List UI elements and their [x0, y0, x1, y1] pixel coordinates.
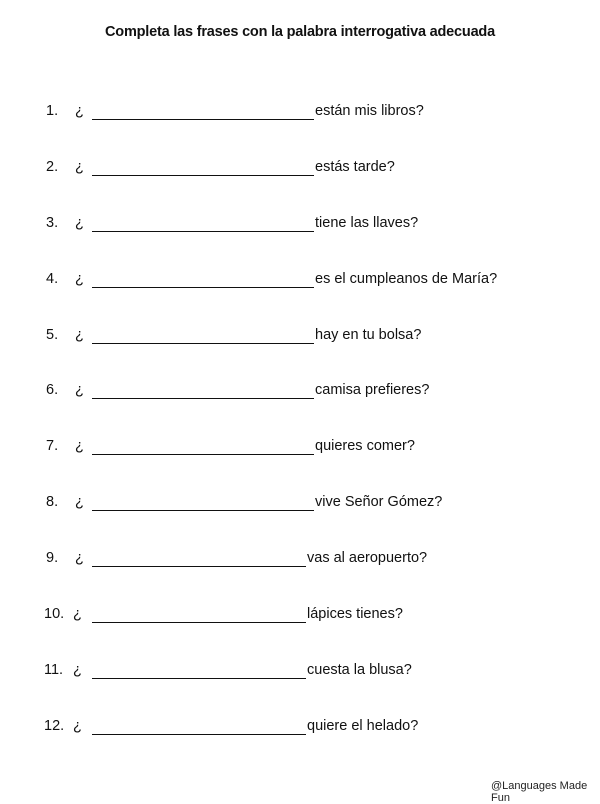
answer-blank[interactable]: [92, 119, 314, 120]
question-item: [0, 718, 600, 774]
inverted-question-mark: ¿: [75, 270, 84, 287]
question-text: lápices tienes?: [307, 606, 403, 623]
inverted-question-mark: ¿: [75, 158, 84, 175]
question-number: 5.: [46, 326, 59, 343]
answer-blank[interactable]: [92, 510, 314, 511]
answer-blank[interactable]: [92, 398, 314, 399]
answer-blank[interactable]: [92, 175, 314, 176]
inverted-question-mark: ¿: [75, 494, 84, 511]
answer-blank[interactable]: [92, 454, 314, 455]
question-number: 1.: [46, 103, 59, 119]
question-text: quiere el helado?: [307, 717, 419, 734]
question-number: 7.: [46, 438, 59, 455]
question-number: 12.: [44, 717, 65, 734]
question-item: [0, 382, 600, 438]
inverted-question-mark: ¿: [75, 550, 84, 567]
question-text: estás tarde?: [315, 158, 395, 175]
question-item: [0, 103, 600, 159]
question-item: [0, 215, 600, 271]
question-number: 6.: [46, 382, 59, 399]
question-item: [0, 662, 600, 718]
question-item: [0, 271, 600, 327]
answer-blank[interactable]: [92, 287, 314, 288]
question-number: 2.: [46, 158, 59, 175]
question-text: vive Señor Gómez?: [315, 494, 443, 511]
question-item: [0, 327, 600, 383]
answer-blank[interactable]: [92, 622, 306, 623]
answer-blank[interactable]: [92, 343, 314, 344]
question-item: [0, 438, 600, 494]
question-text: es el cumpleanos de María?: [315, 270, 498, 287]
inverted-question-mark: ¿: [75, 382, 84, 399]
inverted-question-mark: ¿: [75, 103, 84, 119]
worksheet-title: Completa las frases con la palabra interrogativa adecuada: [105, 24, 495, 40]
inverted-question-mark: ¿: [73, 717, 82, 734]
question-text: cuesta la blusa?: [307, 661, 412, 678]
question-number: 10.: [44, 606, 65, 623]
inverted-question-mark: ¿: [75, 326, 84, 343]
inverted-question-mark: ¿: [73, 606, 82, 623]
question-number: 11.: [44, 661, 64, 678]
answer-blank[interactable]: [92, 678, 306, 679]
question-number: 8.: [46, 494, 59, 511]
question-text: camisa prefieres?: [315, 382, 430, 399]
answer-blank[interactable]: [92, 231, 314, 232]
answer-blank[interactable]: [92, 566, 306, 567]
question-item: [0, 550, 600, 606]
copyright-footer: @Languages Made Fun: [491, 780, 588, 804]
question-text: hay en tu bolsa?: [315, 326, 422, 343]
question-text: quieres comer?: [315, 438, 415, 455]
question-number: 3.: [46, 214, 59, 231]
question-item: [0, 159, 600, 215]
question-list: [0, 103, 600, 774]
inverted-question-mark: ¿: [75, 214, 84, 231]
question-number: 9.: [46, 550, 59, 567]
inverted-question-mark: ¿: [73, 661, 82, 678]
question-text: están mis libros?: [315, 103, 424, 119]
question-number: 4.: [46, 270, 59, 287]
inverted-question-mark: ¿: [75, 438, 84, 455]
question-text: vas al aeropuerto?: [307, 550, 428, 567]
question-item: [0, 494, 600, 550]
question-text: tiene las llaves?: [315, 214, 419, 231]
question-item: [0, 606, 600, 662]
answer-blank[interactable]: [92, 734, 306, 735]
